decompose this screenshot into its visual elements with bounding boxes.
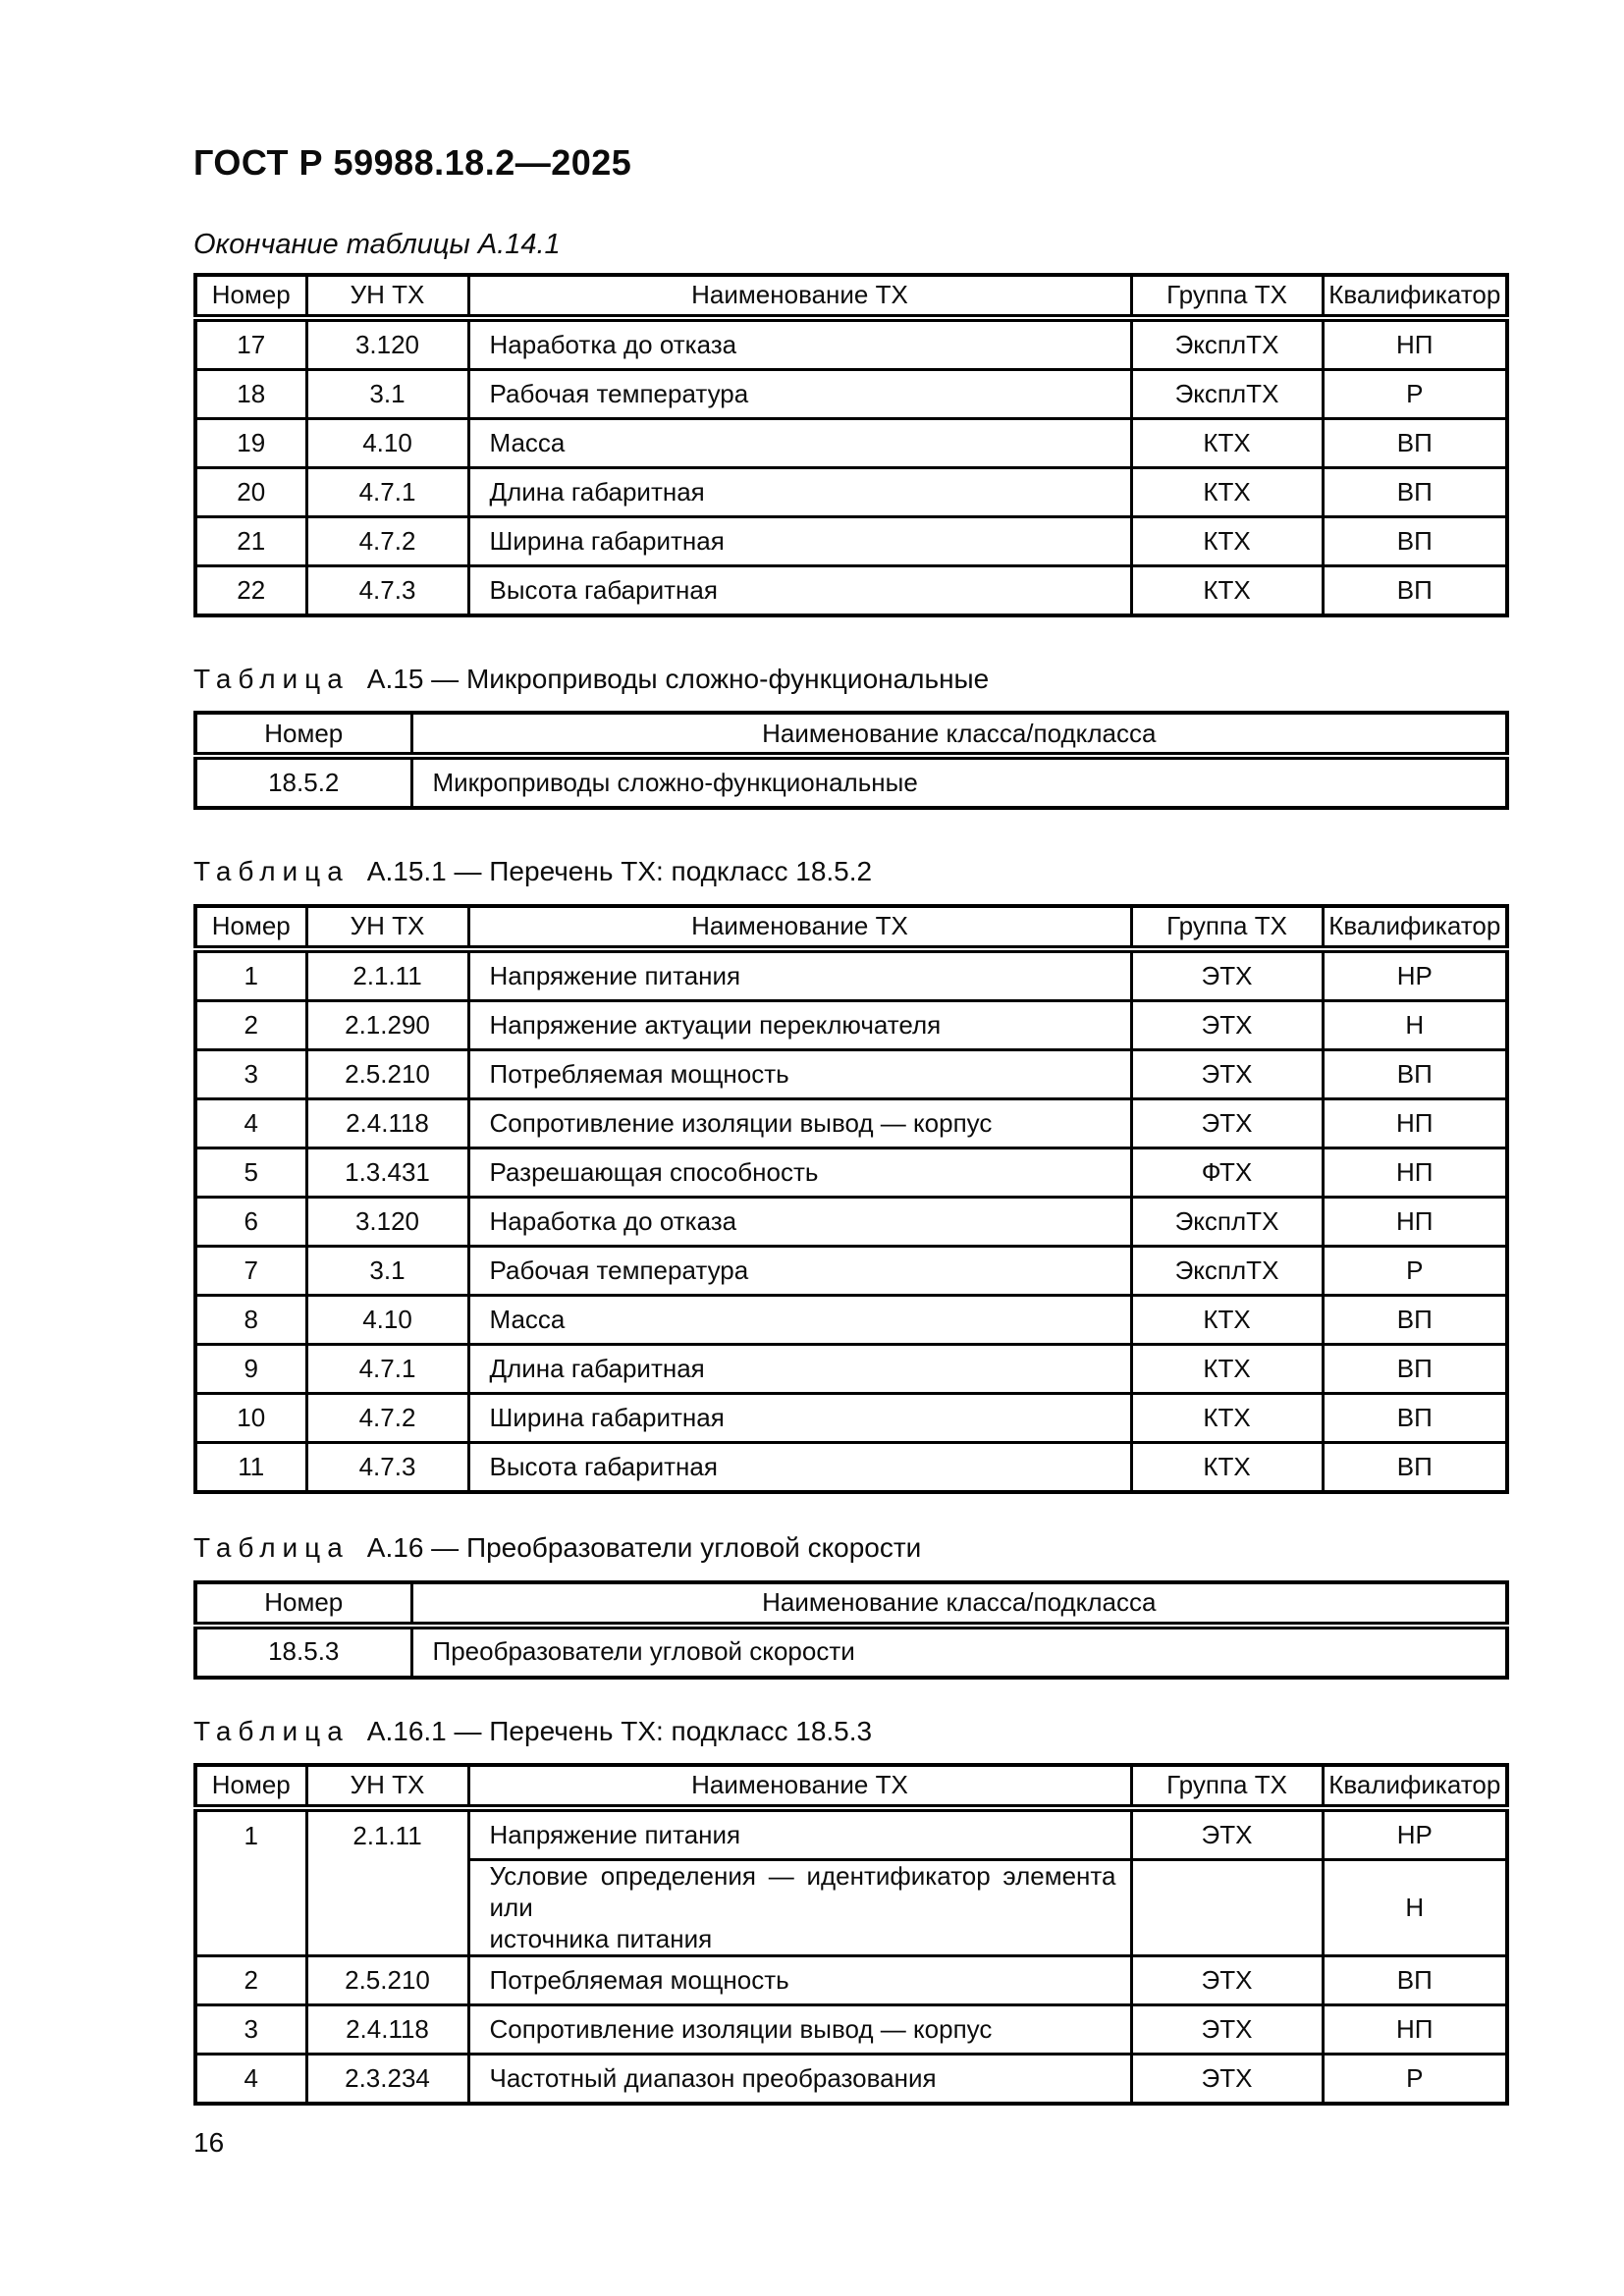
table-row — [195, 1148, 1507, 1198]
cell-number: 17 — [195, 318, 306, 370]
cell-un-tx: 4.7.3 — [306, 565, 468, 615]
cell-number: 18.5.2 — [195, 756, 411, 808]
cell-qualifier: Р — [1323, 369, 1507, 418]
table-row — [195, 1345, 1507, 1394]
cell-qualifier: НП — [1323, 1099, 1507, 1148]
table-a15-caption — [193, 663, 1505, 696]
caption-text: А.16 — Преобразователи угловой скорости — [366, 1532, 922, 1564]
cell-number: 19 — [195, 418, 306, 467]
table-row — [195, 1296, 1507, 1345]
col-header-group-tx: Группа ТХ — [1131, 906, 1323, 949]
cell-group-tx: КТХ — [1131, 1296, 1323, 1345]
cell-un-tx: 2.1.11 — [306, 949, 468, 1001]
cell-group-tx: ЭТХ — [1131, 1808, 1323, 1860]
cell-number: 7 — [195, 1247, 306, 1296]
cell-un-tx: 4.7.2 — [306, 1394, 468, 1443]
cell-group-tx: ЭТХ — [1131, 1001, 1323, 1050]
table-row — [195, 1626, 1507, 1678]
table-row — [195, 2055, 1507, 2105]
cell-un-tx: 2.1.290 — [306, 1001, 468, 1050]
col-header-class-name: Наименование класса/подкласса — [411, 1582, 1507, 1626]
cell-group-tx: КТХ — [1131, 1345, 1323, 1394]
col-header-qualifier: Квалификатор — [1323, 275, 1507, 318]
col-header-name-tx: Наименование ТХ — [468, 275, 1131, 318]
cell-name-tx: Рабочая температура — [468, 1247, 1131, 1296]
cell-number: 9 — [195, 1345, 306, 1394]
cell-group-tx: ЭТХ — [1131, 1099, 1323, 1148]
table-row — [195, 1198, 1507, 1247]
cell-qualifier: ВП — [1323, 516, 1507, 565]
table-row — [195, 467, 1507, 516]
table-row — [195, 1956, 1507, 2005]
cell-un-tx: 2.5.210 — [306, 1956, 468, 2005]
col-header-number: Номер — [195, 906, 306, 949]
table-a16-body — [195, 1626, 1507, 1678]
cell-group-tx-empty — [1131, 1860, 1323, 1956]
cell-un-tx: 2.5.210 — [306, 1050, 468, 1099]
table-row — [195, 1394, 1507, 1443]
doc-code: ГОСТ Р 59988.18.2—2025 — [193, 142, 632, 183]
col-header-qualifier: Квалификатор — [1323, 906, 1507, 949]
cell-group-tx: ЭТХ — [1131, 2005, 1323, 2055]
cell-class-name: Преобразователи угловой скорости — [411, 1626, 1507, 1678]
cell-name-tx: Наработка до отказа — [468, 1198, 1131, 1247]
cell-qualifier: НР — [1323, 1808, 1507, 1860]
table-a15-header — [195, 713, 1507, 756]
cell-un-tx: 4.7.1 — [306, 467, 468, 516]
table-a15-1 — [193, 904, 1509, 1494]
col-header-un-tx: УН ТХ — [306, 275, 468, 318]
table-a15 — [193, 711, 1509, 810]
cell-qualifier: НП — [1323, 2005, 1507, 2055]
cell-qualifier: НП — [1323, 318, 1507, 370]
cell-qualifier: НР — [1323, 949, 1507, 1001]
table-a15-1-caption — [193, 855, 1505, 888]
cell-class-name: Микроприводы сложно-функциональные — [411, 756, 1507, 808]
table-a16-1-header — [195, 1765, 1507, 1808]
cell-name-tx: Масса — [468, 418, 1131, 467]
cell-group-tx: ФТХ — [1131, 1148, 1323, 1198]
table-a16-1 — [193, 1763, 1509, 2106]
cell-un-tx: 3.1 — [306, 1247, 468, 1296]
table-a14-1-body — [195, 318, 1507, 615]
cell-qualifier: ВП — [1323, 1394, 1507, 1443]
cell-qualifier: ВП — [1323, 1443, 1507, 1493]
cell-group-tx: ЭТХ — [1131, 949, 1323, 1001]
cell-name-tx: Разрешающая способность — [468, 1148, 1131, 1198]
cell-name-tx: Длина габаритная — [468, 1345, 1131, 1394]
cell-number: 3 — [195, 1050, 306, 1099]
cell-group-tx: КТХ — [1131, 467, 1323, 516]
cell-group-tx: ЭТХ — [1131, 1050, 1323, 1099]
cell-name-tx: Высота габаритная — [468, 565, 1131, 615]
cell-group-tx: КТХ — [1131, 516, 1323, 565]
condition-note-line2: источника питания — [489, 1923, 713, 1953]
cell-qualifier: ВП — [1323, 1956, 1507, 2005]
cell-un-tx: 2.3.234 — [306, 2055, 468, 2105]
table-a15-body — [195, 756, 1507, 808]
caption-label: Таблица — [193, 1532, 350, 1564]
cell-qualifier: Р — [1323, 1247, 1507, 1296]
table-row — [195, 1050, 1507, 1099]
table-row — [195, 318, 1507, 370]
cell-number: 18.5.3 — [195, 1626, 411, 1678]
cell-qualifier: Н — [1323, 1001, 1507, 1050]
cell-number: 8 — [195, 1296, 306, 1345]
cell-number: 1 — [195, 949, 306, 1001]
caption-label: Таблица — [193, 663, 350, 694]
col-header-qualifier: Квалификатор — [1323, 1765, 1507, 1808]
caption-text: А.15 — Микроприводы сложно-функциональные — [366, 663, 990, 694]
cell-number: 2 — [195, 1956, 306, 2005]
cell-number: 10 — [195, 1394, 306, 1443]
table-row — [195, 1099, 1507, 1148]
cell-un-tx: 2.4.118 — [306, 2005, 468, 2055]
cell-number: 2 — [195, 1001, 306, 1050]
table-a141-continuation-caption: Окончание таблицы А.14.1 — [193, 229, 561, 260]
cell-un-tx: 2.4.118 — [306, 1099, 468, 1148]
cell-number: 11 — [195, 1443, 306, 1493]
cell-group-tx: КТХ — [1131, 565, 1323, 615]
table-row — [195, 949, 1507, 1001]
table-row — [195, 756, 1507, 808]
table-a15-1-header — [195, 906, 1507, 949]
cell-qualifier: Р — [1323, 2055, 1507, 2105]
col-header-group-tx: Группа ТХ — [1131, 275, 1323, 318]
cell-group-tx: ЭксплТХ — [1131, 369, 1323, 418]
condition-note-line1: Условие определения — идентификатор элемента или — [489, 1861, 1116, 1922]
cell-qualifier: ВП — [1323, 1050, 1507, 1099]
cell-group-tx: ЭксплТХ — [1131, 1247, 1323, 1296]
cell-qualifier: ВП — [1323, 1345, 1507, 1394]
cell-number: 18 — [195, 369, 306, 418]
cell-name-tx: Длина габаритная — [468, 467, 1131, 516]
cell-group-tx: ЭТХ — [1131, 1956, 1323, 2005]
table-row — [195, 516, 1507, 565]
cell-condition-note — [468, 1860, 1131, 1956]
cell-name-tx: Наработка до отказа — [468, 318, 1131, 370]
cell-number: 21 — [195, 516, 306, 565]
col-header-un-tx: УН ТХ — [306, 1765, 468, 1808]
cell-un-tx: 3.1 — [306, 369, 468, 418]
cell-name-tx: Частотный диапазон преобразования — [468, 2055, 1131, 2105]
cell-name-tx: Напряжение актуации переключателя — [468, 1001, 1131, 1050]
cell-group-tx: ЭксплТХ — [1131, 318, 1323, 370]
cell-qualifier: Н — [1323, 1860, 1507, 1956]
caption-label: Таблица — [193, 856, 350, 887]
caption-text: А.16.1 — Перечень ТХ: подкласс 18.5.3 — [366, 1715, 873, 1746]
cell-name-tx: Высота габаритная — [468, 1443, 1131, 1493]
table-a14-1-header — [195, 275, 1507, 318]
cell-name-tx: Масса — [468, 1296, 1131, 1345]
table-a16 — [193, 1580, 1509, 1680]
cell-number: 4 — [195, 1099, 306, 1148]
table-row — [195, 1443, 1507, 1493]
cell-number: 1 — [195, 1808, 306, 1956]
cell-name-tx: Сопротивление изоляции вывод — корпус — [468, 2005, 1131, 2055]
cell-number: 6 — [195, 1198, 306, 1247]
cell-number: 4 — [195, 2055, 306, 2105]
cell-group-tx: КТХ — [1131, 1394, 1323, 1443]
table-a16-1-caption — [193, 1715, 1505, 1748]
cell-name-tx: Напряжение питания — [468, 949, 1131, 1001]
col-header-un-tx: УН ТХ — [306, 906, 468, 949]
cell-number: 20 — [195, 467, 306, 516]
cell-un-tx: 3.120 — [306, 1198, 468, 1247]
cell-name-tx: Ширина габаритная — [468, 516, 1131, 565]
col-header-class-name: Наименование класса/подкласса — [411, 713, 1507, 756]
table-row — [195, 2005, 1507, 2055]
cell-number: 3 — [195, 2005, 306, 2055]
cell-group-tx: КТХ — [1131, 418, 1323, 467]
col-header-number: Номер — [195, 1582, 411, 1626]
page-number: 16 — [193, 2127, 225, 2159]
cell-un-tx: 3.120 — [306, 318, 468, 370]
table-row — [195, 1247, 1507, 1296]
table-a15-1-body — [195, 949, 1507, 1492]
table-row — [195, 565, 1507, 615]
cell-qualifier: НП — [1323, 1148, 1507, 1198]
table-row — [195, 418, 1507, 467]
table-a16-caption — [193, 1531, 1505, 1565]
cell-number: 22 — [195, 565, 306, 615]
caption-label: Таблица — [193, 1715, 350, 1746]
col-header-group-tx: Группа ТХ — [1131, 1765, 1323, 1808]
cell-qualifier: ВП — [1323, 418, 1507, 467]
cell-qualifier: ВП — [1323, 467, 1507, 516]
cell-qualifier: ВП — [1323, 1296, 1507, 1345]
col-header-name-tx: Наименование ТХ — [468, 906, 1131, 949]
cell-un-tx: 4.10 — [306, 1296, 468, 1345]
cell-un-tx: 1.3.431 — [306, 1148, 468, 1198]
cell-un-tx: 4.10 — [306, 418, 468, 467]
cell-un-tx: 2.1.11 — [306, 1808, 468, 1956]
cell-name-tx: Ширина габаритная — [468, 1394, 1131, 1443]
cell-qualifier: ВП — [1323, 565, 1507, 615]
cell-name-tx: Сопротивление изоляции вывод — корпус — [468, 1099, 1131, 1148]
cell-un-tx: 4.7.1 — [306, 1345, 468, 1394]
table-row — [195, 1001, 1507, 1050]
cell-un-tx: 4.7.3 — [306, 1443, 468, 1493]
cell-name-tx: Потребляемая мощность — [468, 1050, 1131, 1099]
cell-qualifier: НП — [1323, 1198, 1507, 1247]
col-header-number: Номер — [195, 713, 411, 756]
table-row — [195, 1808, 1507, 1860]
col-header-name-tx: Наименование ТХ — [468, 1765, 1131, 1808]
cell-name-tx: Потребляемая мощность — [468, 1956, 1131, 2005]
caption-text: А.15.1 — Перечень ТХ: подкласс 18.5.2 — [366, 856, 873, 887]
table-a16-1-body — [195, 1808, 1507, 2104]
col-header-number: Номер — [195, 1765, 306, 1808]
cell-un-tx: 4.7.2 — [306, 516, 468, 565]
cell-group-tx: ЭксплТХ — [1131, 1198, 1323, 1247]
col-header-number: Номер — [195, 275, 306, 318]
table-row — [195, 369, 1507, 418]
cell-name-tx: Рабочая температура — [468, 369, 1131, 418]
cell-group-tx: КТХ — [1131, 1443, 1323, 1493]
cell-number: 5 — [195, 1148, 306, 1198]
table-a14-1 — [193, 273, 1509, 617]
cell-name-tx: Напряжение питания — [468, 1808, 1131, 1860]
cell-group-tx: ЭТХ — [1131, 2055, 1323, 2105]
table-a16-header — [195, 1582, 1507, 1626]
